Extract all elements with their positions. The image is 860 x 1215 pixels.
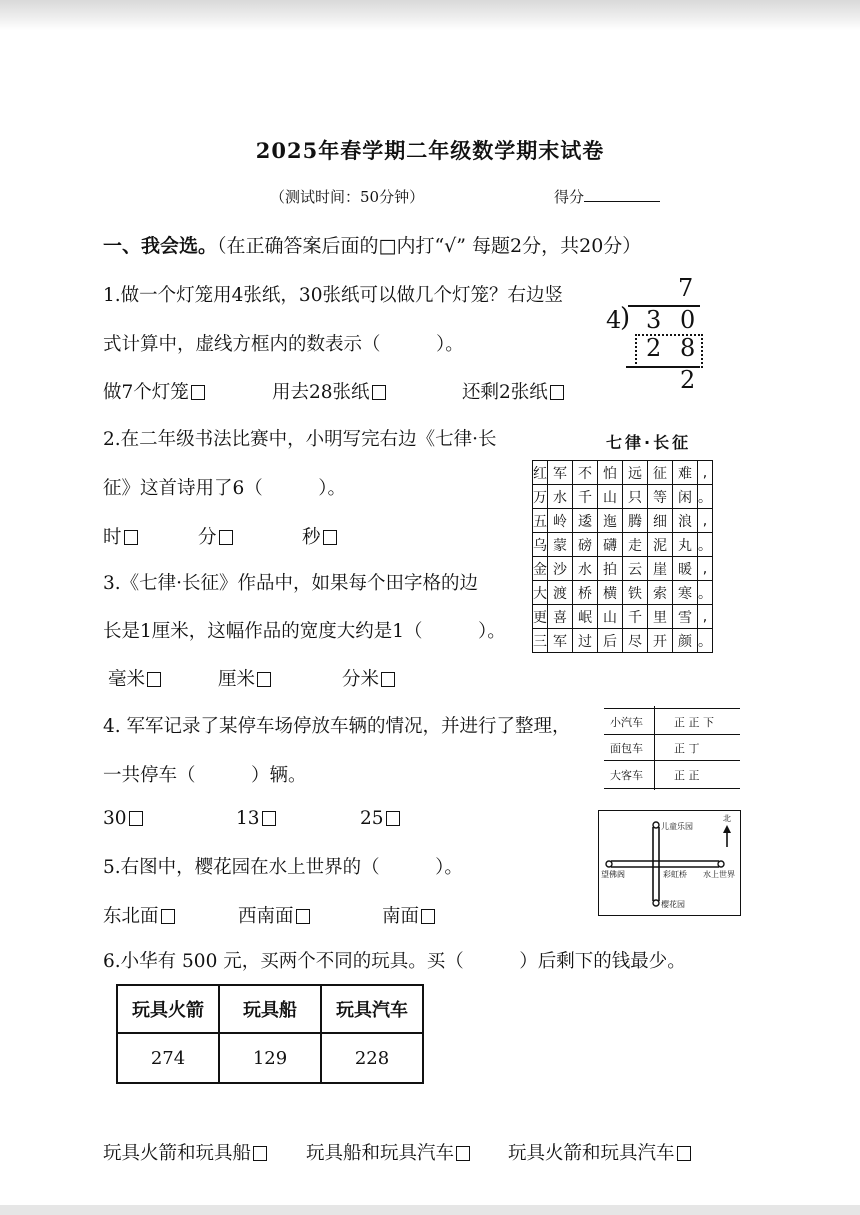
checkbox[interactable]: [550, 385, 564, 400]
option-label: 用去28张纸: [272, 382, 370, 403]
poem-cell: 水: [573, 557, 598, 581]
poem-cell: 千: [573, 485, 598, 509]
q6-option-1[interactable]: [103, 1139, 267, 1165]
option-label: 玩具船和玩具汽车: [306, 1143, 455, 1164]
option-label: 南面: [382, 906, 420, 927]
q6-option-2[interactable]: [306, 1139, 470, 1165]
poem-cell: ,: [698, 605, 713, 629]
poem-cell: 闲: [673, 485, 698, 509]
tally-marks: 正 正 下: [674, 716, 714, 729]
q3-option-2[interactable]: [218, 665, 271, 691]
q4-line2: 一共停车（ ）辆。: [103, 765, 307, 786]
q6-option-3[interactable]: [508, 1139, 691, 1165]
section-title: 一、我会选。: [103, 235, 218, 257]
page-title: 2025年春学期二年级数学期末试卷: [255, 138, 605, 163]
poem-cell: 山: [598, 485, 623, 509]
option-label: 13: [236, 808, 260, 829]
option-label: 分: [198, 527, 217, 548]
poem-cell: 桥: [573, 581, 598, 605]
poem-cell: 蒙: [548, 533, 573, 557]
checkbox[interactable]: [124, 530, 138, 545]
poem-cell: 喜: [548, 605, 573, 629]
checkbox[interactable]: [386, 811, 400, 826]
poem-cell: 尽: [623, 629, 648, 653]
score-label: 得分: [554, 188, 585, 206]
checkbox[interactable]: [147, 672, 161, 687]
option-label: 西南面: [238, 906, 294, 927]
q3-line2: 长是1厘米，这幅作品的宽度大约是1（ ）。: [103, 621, 506, 642]
map-east-label: 水上世界: [703, 870, 735, 879]
map-west-label: 望佛阁: [601, 870, 625, 879]
q1-line2: 式计算中，虚线方框内的数表示（ ）。: [103, 334, 464, 355]
poem-cell: ,: [698, 461, 713, 485]
q3-option-1[interactable]: [108, 665, 161, 691]
product-tens: 2: [646, 334, 662, 362]
checkbox[interactable]: [191, 385, 205, 400]
poem-cell: 军: [548, 629, 573, 653]
poem-cell: 磅: [573, 533, 598, 557]
poem-cell: 腾: [623, 509, 648, 533]
q5-option-1[interactable]: [103, 902, 175, 928]
poem-cell: 。: [698, 629, 713, 653]
checkbox[interactable]: [323, 530, 337, 545]
poem-cell: 渡: [548, 581, 573, 605]
score-blank[interactable]: [584, 187, 660, 202]
tally-label: 面包车: [610, 742, 643, 755]
poem-cell: 逶: [573, 509, 598, 533]
poem-cell: 雪: [673, 605, 698, 629]
q4-line1: 4. 军军记录了某停车场停放车辆的情况，并进行了整理，: [103, 716, 571, 737]
poem-cell: 远: [623, 461, 648, 485]
poem-cell: 水: [548, 485, 573, 509]
poem-row: [533, 557, 713, 581]
poem-cell: 更: [533, 605, 548, 629]
option-label: 玩具火箭和玩具船: [103, 1143, 252, 1164]
compass-north-icon: 北: [723, 814, 731, 823]
scan-bottom-band: [0, 1205, 860, 1215]
poem-cell: 征: [648, 461, 673, 485]
poem-row: [533, 485, 713, 509]
poem-cell: 过: [573, 629, 598, 653]
option-label: 30: [103, 808, 127, 829]
tally-marks: 正 丁: [674, 742, 700, 755]
option-label: 玩具火箭和玩具汽车: [508, 1143, 675, 1164]
tally-rule: [604, 734, 740, 735]
q1-line1: 1.做一个灯笼用4张纸，30张纸可以做几个灯笼？右边竖: [103, 285, 563, 306]
checkbox[interactable]: [296, 909, 310, 924]
option-label: 厘米: [218, 669, 256, 690]
table-header: 玩具火箭: [117, 985, 219, 1033]
poem-cell: 难: [673, 461, 698, 485]
map-north-label: 儿童乐园: [661, 822, 693, 831]
q4-option-1[interactable]: [103, 808, 143, 829]
poem-cell: 走: [623, 533, 648, 557]
checkbox[interactable]: [253, 1146, 267, 1161]
q1-option-3[interactable]: [462, 378, 564, 404]
q4-option-2[interactable]: [236, 808, 276, 829]
poem-cell: 军: [548, 461, 573, 485]
poem-row: [533, 581, 713, 605]
checkbox[interactable]: [257, 672, 271, 687]
poem-row: [533, 533, 713, 557]
tally-rule: [604, 760, 740, 761]
poem-cell: 寒: [673, 581, 698, 605]
table-header: 玩具船: [219, 985, 321, 1033]
q5-line1: 5.右图中，樱花园在水上世界的（ ）。: [103, 857, 463, 878]
poem-cell: 泥: [648, 533, 673, 557]
poem-row: [533, 461, 713, 485]
q5-option-2[interactable]: [238, 902, 310, 928]
table-cell: 274: [117, 1033, 219, 1083]
poem-cell: 不: [573, 461, 598, 485]
poem-title: 七律·长征: [606, 433, 692, 452]
remainder: 2: [680, 366, 696, 394]
checkbox[interactable]: [161, 909, 175, 924]
poem-cell: 岷: [573, 605, 598, 629]
poem-cell: 乌: [533, 533, 548, 557]
test-time: （测试时间：50分钟）: [270, 188, 425, 206]
poem-cell: 沙: [548, 557, 573, 581]
tally-divider: [654, 706, 655, 790]
poem-cell: 千: [623, 605, 648, 629]
poem-cell: 金: [533, 557, 548, 581]
poem-cell: 。: [698, 485, 713, 509]
poem-cell: 迤: [598, 509, 623, 533]
option-label: 东北面: [103, 906, 159, 927]
checkbox[interactable]: [219, 530, 233, 545]
poem-cell: 五: [533, 509, 548, 533]
poem-cell: 颜: [673, 629, 698, 653]
poem-cell: 索: [648, 581, 673, 605]
score-field[interactable]: [554, 186, 660, 207]
q1-option-2[interactable]: [272, 378, 386, 404]
poem-cell: 云: [623, 557, 648, 581]
poem-cell: 。: [698, 581, 713, 605]
poem-cell: 细: [648, 509, 673, 533]
poem-cell: 崖: [648, 557, 673, 581]
poem-row: [533, 629, 713, 653]
poem-row: [533, 605, 713, 629]
option-label: 秒: [302, 527, 321, 548]
poem-cell: 后: [598, 629, 623, 653]
poem-cell: 浪: [673, 509, 698, 533]
poem-cell: 横: [598, 581, 623, 605]
tally-label: 大客车: [610, 769, 643, 782]
poem-cell: 。: [698, 533, 713, 557]
q5-option-3[interactable]: [382, 902, 435, 928]
q3-option-3[interactable]: [342, 665, 395, 691]
q2-line2: 征》这首诗用了6（ ）。: [103, 478, 347, 499]
product-ones: 8: [680, 334, 696, 362]
park-map: [598, 810, 741, 916]
tally-rule: [604, 708, 740, 709]
poem-cell: 大: [533, 581, 548, 605]
q6-line1: 6.小华有 500 元，买两个不同的玩具。买（ ）后剩下的钱最少。: [103, 951, 686, 972]
checkbox[interactable]: [456, 1146, 470, 1161]
map-south-label: 樱花园: [661, 900, 685, 909]
q2-option-2[interactable]: [198, 523, 233, 549]
q2-line1: 2.在二年级书法比赛中，小明写完右边《七律·长: [103, 429, 497, 450]
q2-option-1[interactable]: [103, 523, 138, 549]
poem-grid: [532, 460, 713, 653]
poem-cell: 岭: [548, 509, 573, 533]
dividend-ones: 0: [680, 306, 696, 334]
poem-cell: 山: [598, 605, 623, 629]
division-bracket: ): [620, 303, 631, 333]
tally-rule: [604, 788, 740, 789]
checkbox[interactable]: [677, 1146, 691, 1161]
poem-cell: 铁: [623, 581, 648, 605]
map-center-label: 彩虹桥: [663, 870, 687, 879]
tally-table: [604, 706, 740, 790]
checkbox[interactable]: [129, 811, 143, 826]
poem-cell: 三: [533, 629, 548, 653]
checkbox[interactable]: [421, 909, 435, 924]
quotient: 7: [678, 274, 694, 302]
q2-option-3[interactable]: [302, 523, 337, 549]
poem-cell: 拍: [598, 557, 623, 581]
table-cell: 228: [321, 1033, 423, 1083]
poem-cell: 开: [648, 629, 673, 653]
tally-label: 小汽车: [610, 716, 643, 729]
poem-cell: 万: [533, 485, 548, 509]
section-instruction: （在正确答案后面的□内打“√” 每题2分，共20分）: [217, 235, 642, 257]
toy-price-table: [116, 984, 424, 1084]
poem-cell: 只: [623, 485, 648, 509]
poem-cell: 礴: [598, 533, 623, 557]
option-label: 时: [103, 527, 122, 548]
q1-option-1[interactable]: [103, 378, 205, 404]
poem-cell: 丸: [673, 533, 698, 557]
option-label: 分米: [342, 669, 380, 690]
poem-cell: ,: [698, 509, 713, 533]
poem-row: [533, 509, 713, 533]
checkbox[interactable]: [262, 811, 276, 826]
option-label: 25: [360, 808, 384, 829]
poem-cell: 红: [533, 461, 548, 485]
checkbox[interactable]: [381, 672, 395, 687]
tally-marks: 正 正: [674, 769, 700, 782]
table-header: 玩具汽车: [321, 985, 423, 1033]
table-cell: 129: [219, 1033, 321, 1083]
section-heading: [103, 231, 641, 258]
divisor: 4: [606, 306, 622, 334]
option-label: 毫米: [108, 669, 146, 690]
option-label: 做7个灯笼: [103, 382, 189, 403]
poem-cell: 里: [648, 605, 673, 629]
dividend-tens: 3: [646, 306, 662, 334]
checkbox[interactable]: [372, 385, 386, 400]
poem-cell: 等: [648, 485, 673, 509]
poem-cell: ,: [698, 557, 713, 581]
q4-option-3[interactable]: [360, 808, 400, 829]
poem-cell: 怕: [598, 461, 623, 485]
scan-top-band: [0, 0, 860, 30]
poem-cell: 暖: [673, 557, 698, 581]
q3-line1: 3.《七律·长征》作品中，如果每个田字格的边: [103, 573, 479, 594]
option-label: 还剩2张纸: [462, 382, 548, 403]
